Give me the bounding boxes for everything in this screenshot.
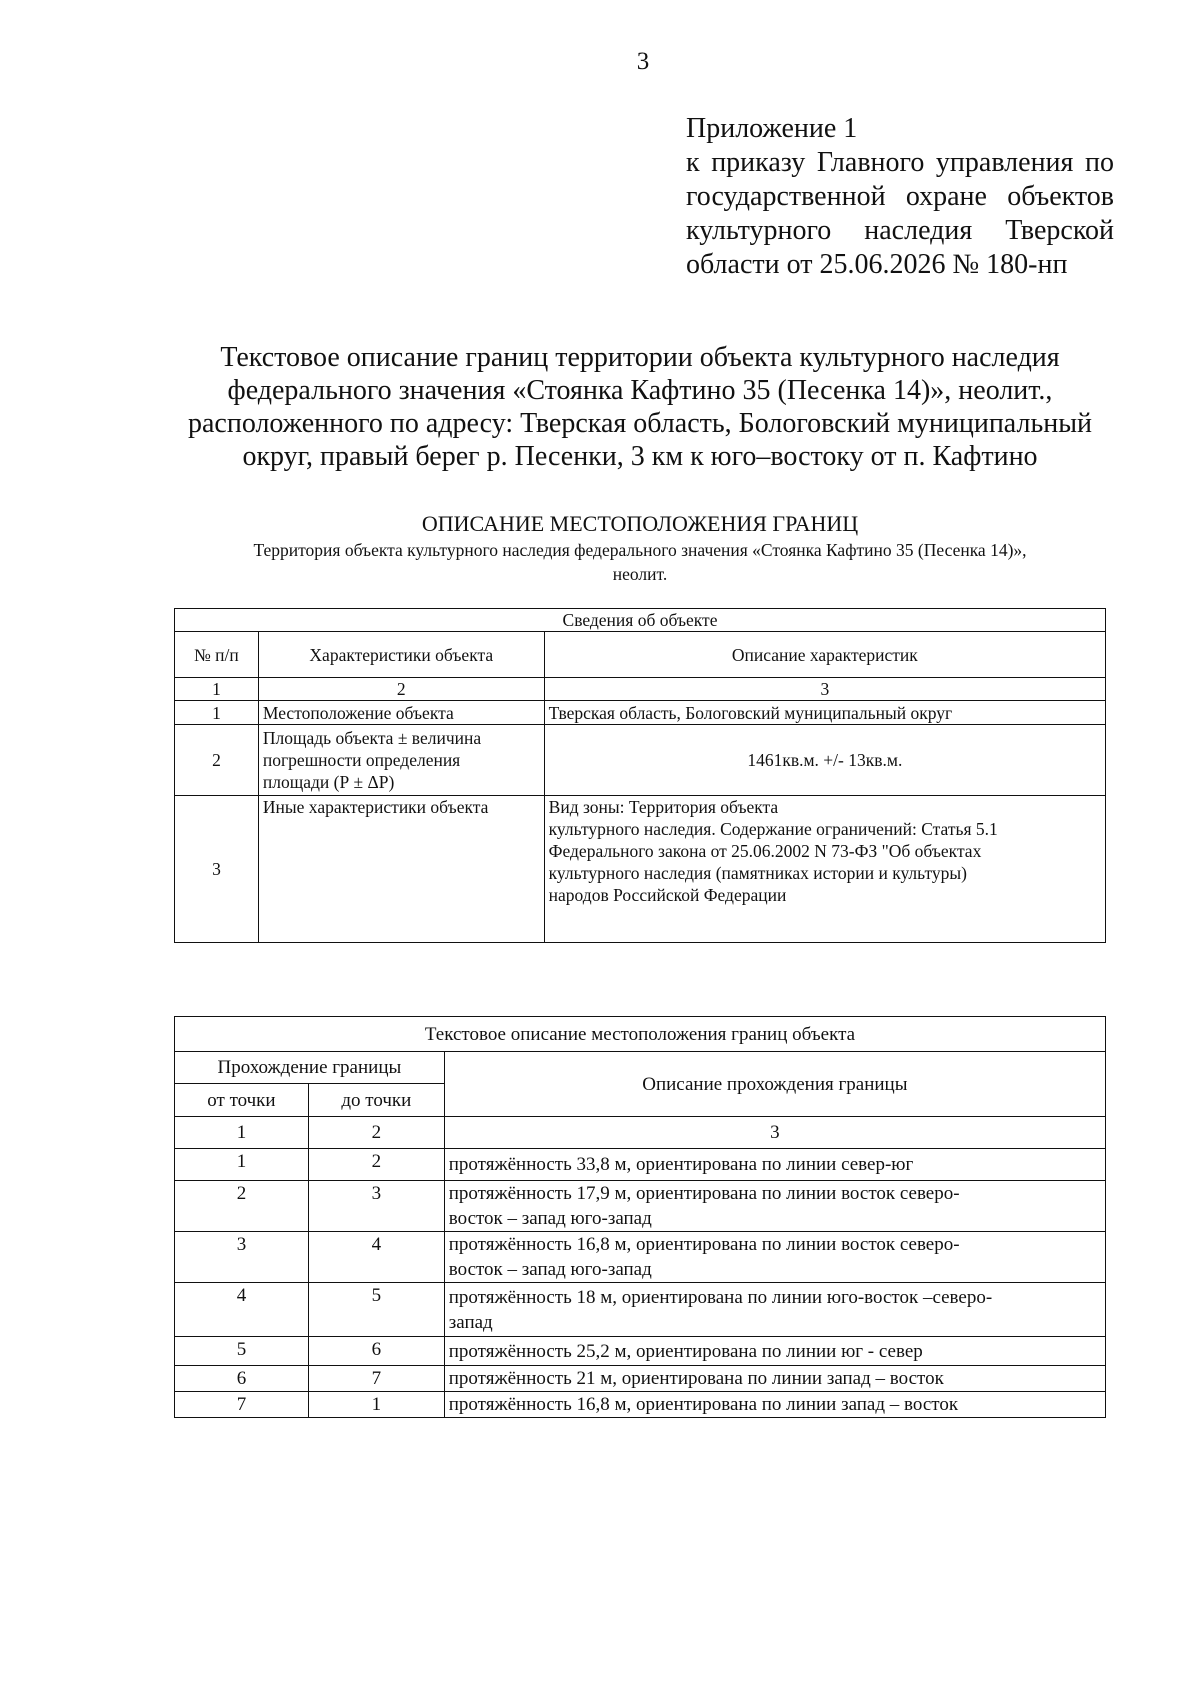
cell-line: площади (Р ± ΔР) <box>262 772 395 792</box>
section-subtitle <box>180 538 1100 586</box>
from-point: 1 <box>175 1149 309 1181</box>
row-description: Тверская область, Бологовский муниципальный округ <box>544 701 1105 725</box>
header-number: № п/п <box>175 632 259 678</box>
header-characteristic: Характеристики объекта <box>258 632 544 678</box>
row-number: 2 <box>175 725 259 796</box>
table-row <box>175 1149 1106 1181</box>
title-line: округ, правый берег р. Песенки, 3 км к юго–востоку от п. Кафтино <box>242 441 1038 472</box>
section-title: ОПИСАНИЕ МЕСТОПОЛОЖЕНИЯ ГРАНИЦ <box>421 511 859 536</box>
cell-line: культурного наследия. Содержание ограничений: Статья 5.1 <box>548 819 998 839</box>
cell-line: Вид зоны: Территория объекта <box>548 797 779 817</box>
cell-line: протяжённость 17,9 м, ориентирована по линии восток северо- <box>448 1183 960 1204</box>
table-caption-row <box>175 1017 1106 1052</box>
row-description: 1461кв.м. +/- 13кв.м. <box>544 725 1105 796</box>
cell-line: протяжённость 16,8 м, ориентирована по линии восток северо- <box>448 1234 960 1255</box>
boundary-description <box>444 1149 1105 1181</box>
to-point: 3 <box>308 1181 444 1232</box>
cell-line: протяжённость 18 м, ориентирована по линии юго-восток –северо- <box>448 1286 993 1308</box>
appendix-line: к приказу Главного управления по <box>686 147 1114 178</box>
cell-line: культурного наследия (памятниках истории и культуры) <box>548 863 967 883</box>
cell-line: Федерального закона от 25.06.2002 N 73-ФЗ "Об объектах <box>548 841 982 861</box>
subtitle-line: Территория объекта культурного наследия федерального значения «Стоянка Кафтино 35 (Песенка 14)», <box>253 540 1027 560</box>
row-characteristic <box>258 725 544 796</box>
to-point: 5 <box>308 1283 444 1337</box>
row-characteristic: Местоположение объекта <box>258 701 544 725</box>
boundary-description <box>444 1366 1105 1392</box>
cell-line: восток – запад юго-запад <box>448 1259 652 1280</box>
column-index: 1 <box>175 678 259 701</box>
table-header-row <box>175 1052 1106 1084</box>
boundary-description <box>444 1283 1105 1337</box>
page-number: 3 <box>636 48 650 75</box>
cell-line: погрешности определения <box>262 750 461 770</box>
cell-line: Площадь объекта ± величина <box>262 728 482 748</box>
table-row <box>175 1392 1106 1418</box>
header-passage: Прохождение границы <box>175 1052 445 1084</box>
appendix-line: Приложение 1 <box>686 113 858 144</box>
title-line: Текстовое описание границ территории объекта культурного наследия <box>220 342 1060 373</box>
to-point: 7 <box>308 1366 444 1392</box>
header-description: Описание характеристик <box>544 632 1105 678</box>
table-row <box>175 1283 1106 1337</box>
table-row <box>175 725 1106 796</box>
column-index: 2 <box>308 1117 444 1149</box>
table-row <box>175 1366 1106 1392</box>
cell-line: запад <box>448 1311 493 1333</box>
appendix-line: культурного наследия Тверской <box>686 215 1114 246</box>
table-caption-row <box>175 609 1106 632</box>
to-point: 2 <box>308 1149 444 1181</box>
header-to: до точки <box>308 1084 444 1117</box>
boundary-description <box>444 1392 1105 1418</box>
to-point: 6 <box>308 1337 444 1366</box>
cell-line: протяжённость 21 м, ориентирована по линии запад – восток <box>448 1368 944 1389</box>
title-line: федерального значения «Стоянка Кафтино 35 (Песенка 14)», неолит., <box>227 375 1053 406</box>
appendix-line: государственной охране объектов <box>686 181 1114 212</box>
from-point: 7 <box>175 1392 309 1418</box>
cell-line: народов Российской Федерации <box>548 885 787 905</box>
header-from: от точки <box>175 1084 309 1117</box>
from-point: 2 <box>175 1181 309 1232</box>
table-header-row <box>175 632 1106 678</box>
column-index-row <box>175 1117 1106 1149</box>
title-line: расположенного по адресу: Тверская область, Бологовский муниципальный <box>187 408 1092 439</box>
table-row <box>175 796 1106 943</box>
table-caption: Сведения об объекте <box>175 609 1106 632</box>
column-index: 3 <box>544 678 1105 701</box>
column-index: 3 <box>444 1117 1105 1149</box>
to-point: 4 <box>308 1232 444 1283</box>
appendix-line: области от 25.06.2026 № 180-нп <box>686 249 1068 280</box>
from-point: 4 <box>175 1283 309 1337</box>
document-title <box>160 341 1120 473</box>
boundary-description <box>444 1232 1105 1283</box>
row-number: 3 <box>175 796 259 943</box>
from-point: 5 <box>175 1337 309 1366</box>
column-index: 2 <box>258 678 544 701</box>
row-description <box>544 796 1105 943</box>
object-info-table <box>174 608 1106 943</box>
table-row <box>175 1181 1106 1232</box>
cell-line: протяжённость 25,2 м, ориентирована по линии юг - север <box>448 1340 923 1362</box>
appendix-block <box>686 112 1114 282</box>
column-index: 1 <box>175 1117 309 1149</box>
table-row <box>175 1337 1106 1366</box>
table-caption: Текстовое описание местоположения границ объекта <box>175 1017 1106 1052</box>
boundary-description <box>444 1337 1105 1366</box>
cell-line: протяжённость 33,8 м, ориентирована по линии север-юг <box>448 1154 914 1175</box>
from-point: 6 <box>175 1366 309 1392</box>
row-characteristic: Иные характеристики объекта <box>258 796 544 943</box>
boundary-table <box>174 1016 1106 1418</box>
column-index-row <box>175 678 1106 701</box>
table-row <box>175 701 1106 725</box>
table-row <box>175 1232 1106 1283</box>
row-number: 1 <box>175 701 259 725</box>
cell-line: протяжённость 16,8 м, ориентирована по линии запад – восток <box>448 1394 959 1415</box>
from-point: 3 <box>175 1232 309 1283</box>
cell-line: восток – запад юго-запад <box>448 1208 652 1229</box>
subtitle-line: неолит. <box>612 564 668 584</box>
header-description: Описание прохождения границы <box>444 1052 1105 1117</box>
to-point: 1 <box>308 1392 444 1418</box>
boundary-description <box>444 1181 1105 1232</box>
